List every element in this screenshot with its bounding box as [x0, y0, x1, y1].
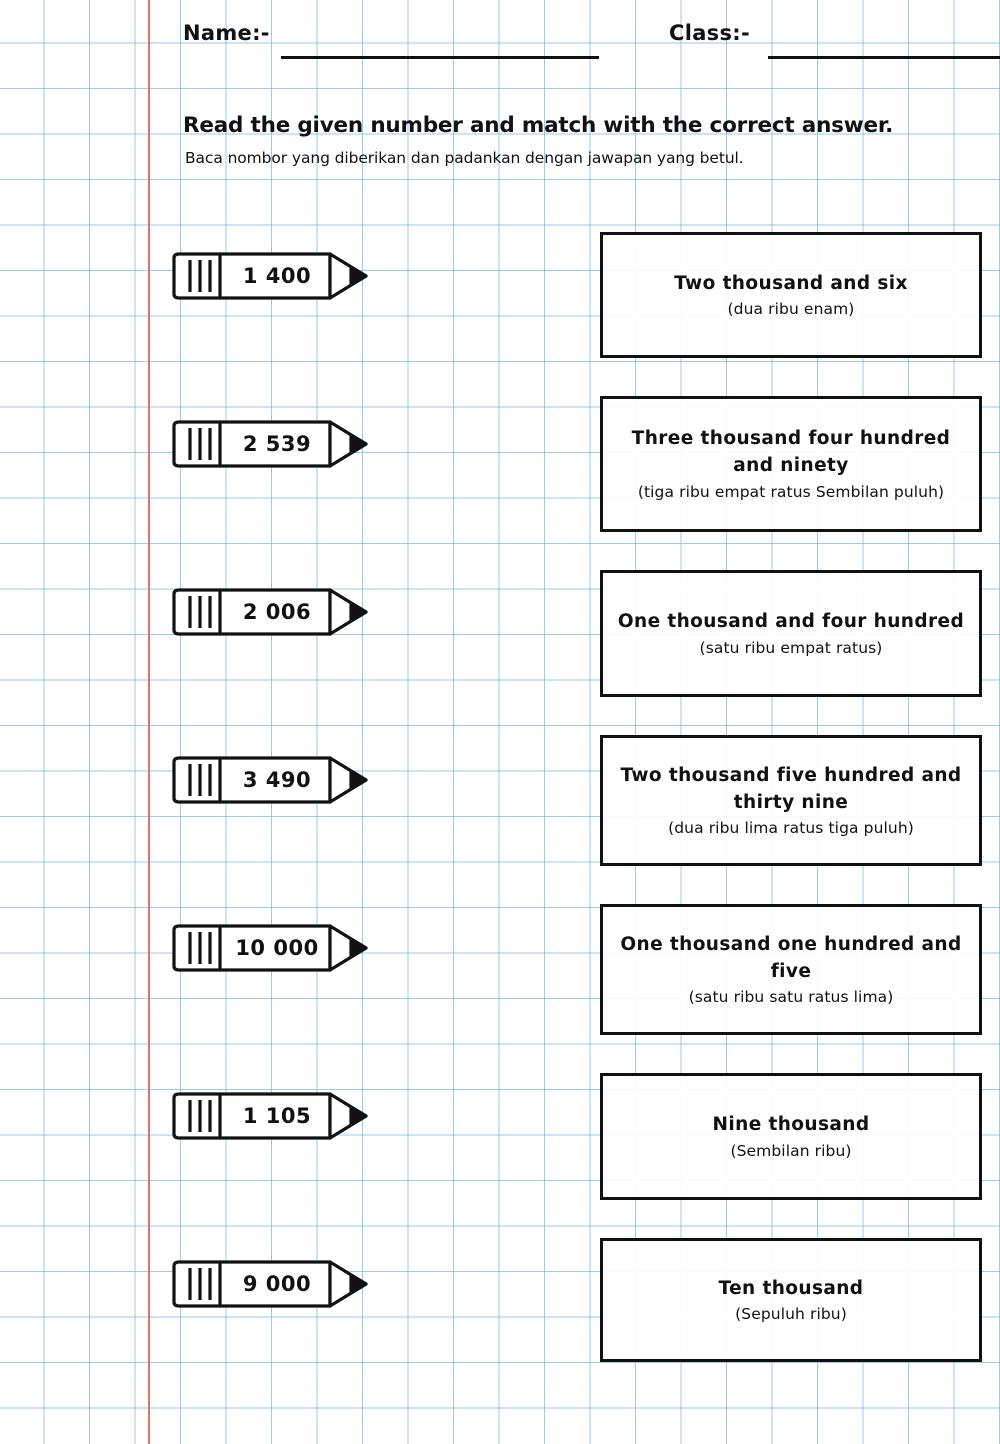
number-value: 10 000	[235, 936, 319, 960]
number-value: 2 006	[242, 600, 312, 624]
pencil-number-card[interactable]	[170, 584, 375, 640]
pencil-number-card[interactable]	[170, 248, 375, 304]
answer-text-malay: (tiga ribu empat ratus Sembilan puluh)	[637, 482, 945, 501]
answer-text-english: One thousand and four hundred	[617, 611, 965, 633]
answer-box[interactable]	[600, 1073, 982, 1200]
number-value: 1 105	[242, 1104, 312, 1128]
number-value: 9 000	[242, 1272, 312, 1296]
number-card-row	[170, 416, 390, 584]
name-write-line[interactable]	[281, 56, 599, 59]
number-value: 3 490	[242, 768, 312, 792]
pencil-number-card[interactable]	[170, 1088, 375, 1144]
answer-text-malay: (Sembilan ribu)	[730, 1141, 852, 1160]
instruction-malay: Baca nombor yang diberikan dan padankan dengan jawapan yang betul.	[185, 149, 744, 167]
number-card-column	[170, 248, 390, 1424]
class-label: Class:-	[669, 21, 750, 45]
answer-box[interactable]	[600, 396, 982, 532]
number-card-row	[170, 920, 390, 1088]
class-write-line[interactable]	[768, 56, 1000, 59]
number-value: 1 400	[242, 264, 312, 288]
number-card-row	[170, 584, 390, 752]
pencil-number-card[interactable]	[170, 416, 375, 472]
answer-box-column	[600, 232, 982, 1400]
answer-box[interactable]	[600, 232, 982, 358]
answer-text-english: Three thousand four hundred and ninety	[631, 428, 951, 477]
answer-text-english: One thousand one hundred and five	[620, 933, 962, 982]
answer-text-malay: (dua ribu lima ratus tiga puluh)	[668, 819, 914, 838]
answer-text-malay: (satu ribu empat ratus)	[699, 638, 883, 657]
pencil-number-card[interactable]	[170, 1256, 375, 1312]
answer-box[interactable]	[600, 904, 982, 1035]
answer-text-english: Nine thousand	[712, 1114, 870, 1136]
answer-text-english: Two thousand and six	[674, 272, 908, 294]
number-card-row	[170, 1256, 390, 1424]
answer-box[interactable]	[600, 570, 982, 697]
answer-text-malay: (dua ribu enam)	[727, 300, 855, 319]
answer-box[interactable]	[600, 735, 982, 866]
number-value: 2 539	[242, 432, 312, 456]
number-card-row	[170, 1088, 390, 1256]
answer-text-malay: (satu ribu satu ratus lima)	[688, 988, 894, 1007]
number-card-row	[170, 752, 390, 920]
instruction-english: Read the given number and match with the correct answer.	[183, 113, 894, 138]
answer-box[interactable]	[600, 1238, 982, 1362]
answer-text-english: Ten thousand	[718, 1277, 864, 1299]
number-card-row	[170, 248, 390, 416]
pencil-number-card[interactable]	[170, 920, 375, 976]
red-margin-line	[148, 0, 150, 1444]
name-label: Name:-	[183, 21, 270, 45]
answer-text-malay: (Sepuluh ribu)	[735, 1305, 847, 1324]
answer-text-english: Two thousand five hundred and thirty nine	[620, 764, 962, 813]
pencil-number-card[interactable]	[170, 752, 375, 808]
